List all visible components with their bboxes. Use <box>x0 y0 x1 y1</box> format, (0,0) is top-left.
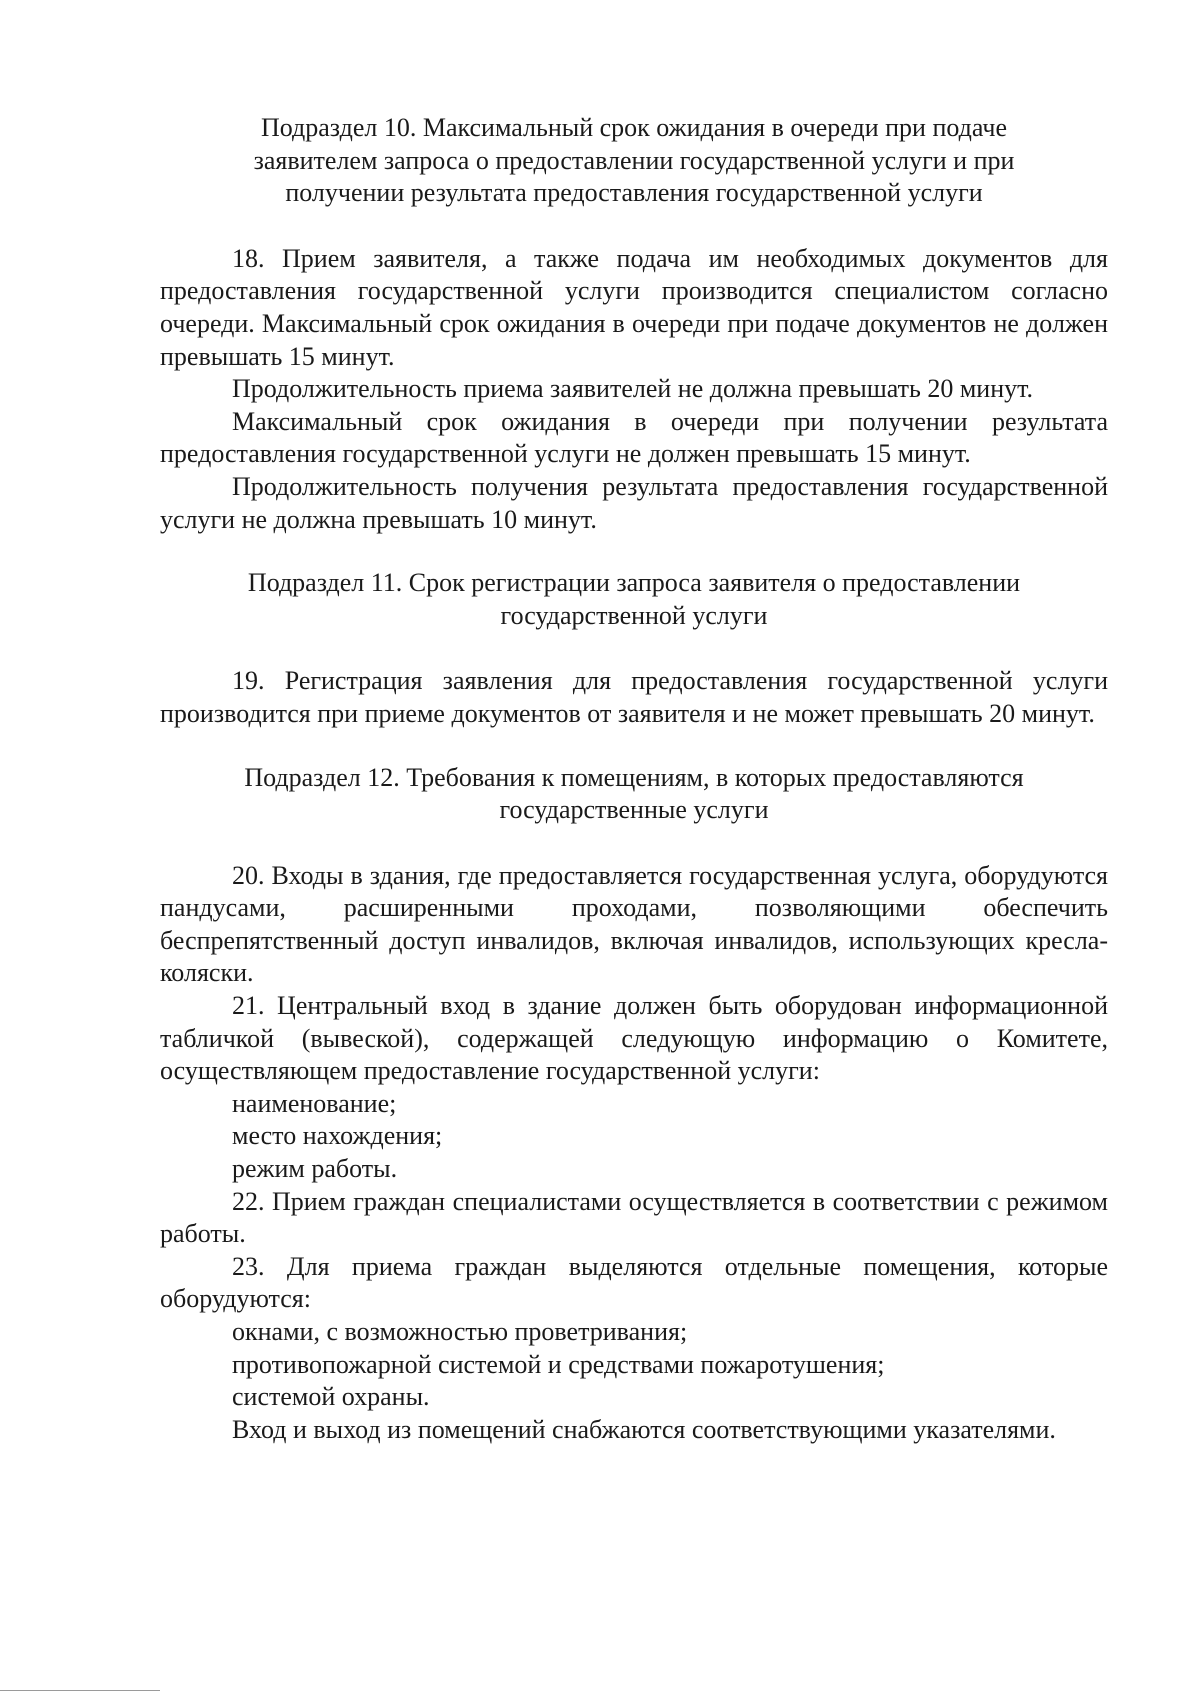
list-item: наименование; <box>232 1088 397 1118</box>
heading-line: Подраздел 12. Требования к помещениям, в которых предоставляются <box>244 762 1024 792</box>
heading-line: Подраздел 10. Максимальный срок ожидания в очереди при подаче <box>261 113 1007 142</box>
list-item: противопожарной системой и средствами пожаротушения; <box>232 1349 885 1379</box>
section-heading-10 <box>160 112 1108 210</box>
paragraph-20: 20. Входы в здания, где предоставляется государственная услуга, оборудуются пандусами, расширенными проходами, позволяющими обеспечить беспрепятственный доступ инвалидов, включая инвалидов, использующих кресла-коляски. <box>160 860 1108 988</box>
scan-edge-line <box>0 1690 160 1691</box>
list-item: режим работы. <box>232 1154 398 1184</box>
paragraph-reception-duration: Продолжительность приема заявителей не должна превышать 20 минут. <box>232 374 1034 404</box>
paragraph-18: 18. Прием заявителя, а также подача им необходимых документов для предоставления государственной услуги производится специалистом согласно очереди. Максимальный срок ожидания в очереди при подаче документов не должен превышать 15 минут. <box>160 243 1108 371</box>
list-item: окнами, с возможностью проветривания; <box>232 1317 688 1346</box>
heading-line: Подраздел 11. Срок регистрации запроса заявителя о предоставлении <box>247 568 1021 598</box>
paragraph-22: 22. Прием граждан специалистами осуществляется в соответствии с режимом работы. <box>160 1186 1108 1249</box>
list-item: место нахождения; <box>232 1121 443 1151</box>
heading-line: получении результата предоставления государственной услуги <box>285 178 983 208</box>
document-page <box>160 112 1108 1446</box>
section-heading-11 <box>160 567 1108 632</box>
paragraph-entrance-signs: Вход и выход из помещений снабжаются соответствующими указателями. <box>232 1414 1056 1444</box>
section-heading-12 <box>160 762 1108 827</box>
paragraph-result-duration: Продолжительность получения результата предоставления государственной услуги не должна превышать 10 минут. <box>160 471 1108 534</box>
heading-line: заявителем запроса о предоставлении государственной услуги и при <box>253 145 1015 175</box>
paragraph-21: 21. Центральный вход в здание должен быть оборудован информационной табличкой (вывеской), содержащей следующую информацию о Комитете, осуществляющем предоставление государственной услуги: <box>160 991 1108 1086</box>
list-item: системой охраны. <box>232 1382 430 1412</box>
heading-line: государственной услуги <box>500 600 768 630</box>
heading-line: государственные услуги <box>499 795 769 825</box>
paragraph-19: 19. Регистрация заявления для предоставления государственной услуги производится при приеме документов от заявителя и не может превышать 20 минут. <box>160 666 1108 728</box>
paragraph-result-wait: Максимальный срок ожидания в очереди при получении результата предоставления государственной услуги не должен превышать 15 минут. <box>160 406 1108 469</box>
paragraph-23: 23. Для приема граждан выделяются отдельные помещения, которые оборудуются: <box>160 1251 1108 1314</box>
